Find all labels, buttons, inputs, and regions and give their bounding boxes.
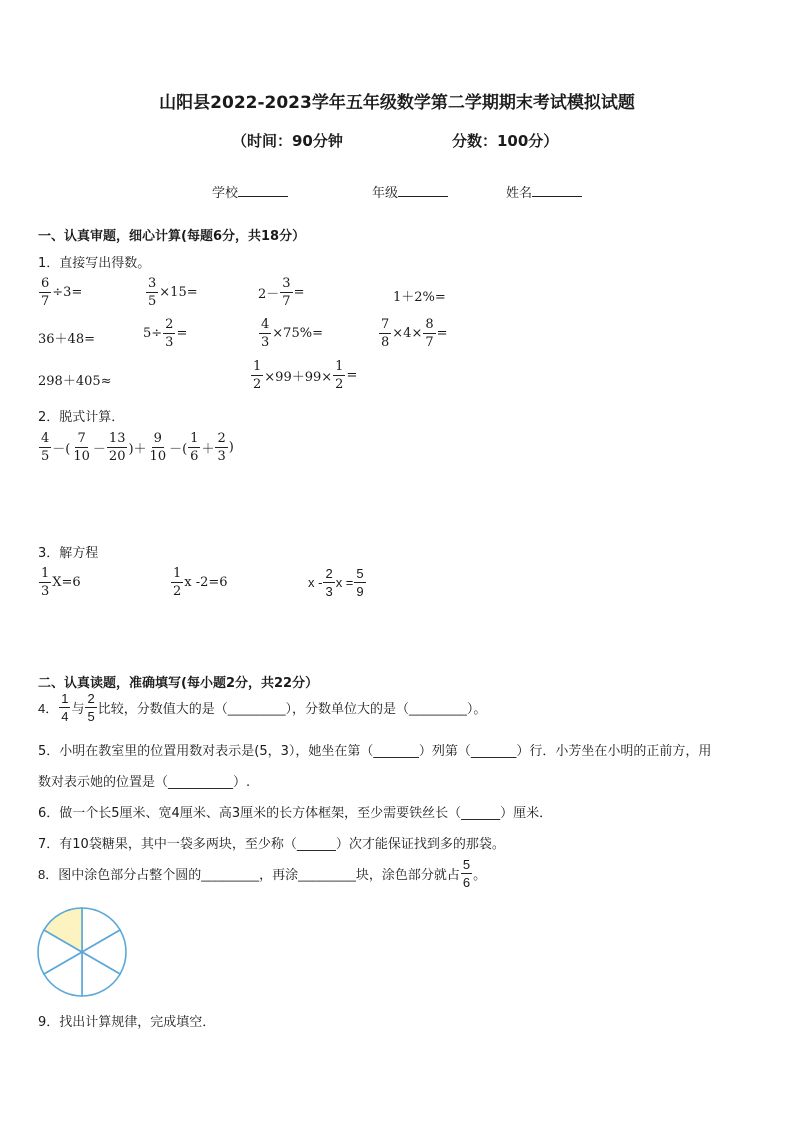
section-1-heading: 一、认真审题，细心计算(每题6分，共18分） [38, 229, 306, 244]
q1-item-j: $\frac{1}{2}$ ×99＋99× $\frac{1}{2}$ = [253, 359, 358, 392]
question-5-line-2: 数对表示她的位置是（__________）. [38, 775, 251, 790]
school-blank [238, 184, 288, 197]
fraction: $\frac{4}{5}$ [41, 431, 50, 464]
question-9: 9．找出计算规律，完成填空． [38, 1015, 216, 1030]
name-label: 姓名 [506, 186, 533, 201]
name-field [506, 182, 582, 201]
question-7: 7．有10袋糖果，其中一袋多两块，至少称（______）次才能保证找到多的那袋。 [38, 837, 505, 852]
fraction: $\frac{1}{6}$ [190, 431, 199, 464]
fraction: $\frac{8}{7}$ [425, 317, 434, 350]
fraction: $\frac{3}{7}$ [282, 276, 291, 309]
grade-blank [398, 184, 448, 197]
fraction: $\frac{2}{3}$ [217, 431, 226, 464]
fraction: $\frac{7}{10}$ [73, 431, 90, 464]
fraction: $\frac{1}{2}$ [253, 359, 262, 392]
fraction: $\frac{1}{4}$ [61, 691, 69, 724]
fraction: $\frac{13}{20}$ [108, 431, 126, 464]
q1-item-e: 36＋48= [38, 332, 95, 347]
q1-item-d: 1＋2%= [393, 290, 446, 305]
q2-expression: $\frac{4}{5}$ －( $\frac{7}{10}$ － $\frac{13}{20}$ )＋ $\frac{9}{10}$ －( $\frac{1}{6}$ ＋ $\frac{2}{3}$ ) [41, 431, 234, 464]
divided-circle-figure [36, 906, 128, 998]
question-3-label: 3．解方程 [38, 546, 99, 561]
grade-field [372, 182, 448, 201]
question-1-label: 1．直接写出得数。 [38, 256, 151, 271]
fraction: $\frac{5}{6}$ [462, 857, 471, 890]
school-label: 学校 [212, 186, 239, 201]
q1-item-b: $\frac{3}{5}$ ×15= [148, 276, 198, 309]
name-blank [532, 184, 582, 197]
fraction: $\frac{7}{8}$ [381, 317, 390, 350]
q3-equation-3: x - $\frac{2}{3}$ x = $\frac{5}{9}$ [308, 566, 364, 599]
q3-equation-2: $\frac{1}{2}$ x -2=6 [173, 566, 228, 599]
q1-item-a: $\frac{6}{7}$ ÷3= [41, 276, 83, 309]
q1-item-h: $\frac{7}{8}$ ×4× $\frac{8}{7}$ = [381, 317, 448, 350]
fraction: $\frac{6}{7}$ [41, 276, 50, 309]
page-title: 山阳县2022-2023学年五年级数学第二学期期末考试模拟试题 [159, 93, 635, 113]
school-field [212, 182, 288, 201]
grade-label: 年级 [372, 186, 399, 201]
fraction: $\frac{1}{2}$ [335, 359, 344, 392]
question-5-line-1: 5．小明在教室里的位置用数对表示是(5，3），她坐在第（_______）列第（_______）行．小芳坐在小明的正前方，用 [38, 744, 712, 759]
exam-score: 分数：100分） [452, 132, 559, 150]
fraction: $\frac{1}{2}$ [173, 566, 182, 599]
fraction: $\frac{2}{5}$ [87, 691, 95, 724]
question-2-label: 2．脱式计算． [38, 410, 125, 425]
fraction: $\frac{4}{3}$ [261, 317, 270, 350]
question-4: 4． $\frac{1}{4}$ 与 $\frac{2}{5}$ 比较，分数值大的是（________），分数单位大的是（________）。 [38, 691, 487, 724]
q1-item-i: 298＋405≈ [38, 374, 112, 389]
exam-time: （时间：90分钟 [232, 132, 343, 150]
fraction: $\frac{5}{9}$ [356, 566, 364, 599]
question-8: 8．图中涂色部分占整个圆的________，再涂________块，涂色部分就占 $\frac{5}{6}$ 。 [38, 857, 487, 890]
fraction: $\frac{2}{3}$ [165, 317, 174, 350]
section-2-heading: 二、认真读题，准确填写(每小题2分，共22分） [38, 676, 319, 691]
q3-equation-1: $\frac{1}{3}$ X=6 [41, 566, 81, 599]
q1-item-f: 5÷ $\frac{2}{3}$ = [143, 317, 188, 350]
question-6: 6．做一个长5厘米、宽4厘米、高3厘米的长方体框架，至少需要铁丝长（______）厘米． [38, 806, 553, 821]
q1-item-g: $\frac{4}{3}$ ×75%= [261, 317, 323, 350]
fraction: $\frac{1}{3}$ [41, 566, 50, 599]
fraction: $\frac{9}{10}$ [149, 431, 167, 464]
fraction: $\frac{3}{5}$ [148, 276, 157, 309]
q1-item-c: 2－ $\frac{3}{7}$ = [258, 276, 305, 309]
fraction: $\frac{2}{3}$ [325, 566, 333, 599]
